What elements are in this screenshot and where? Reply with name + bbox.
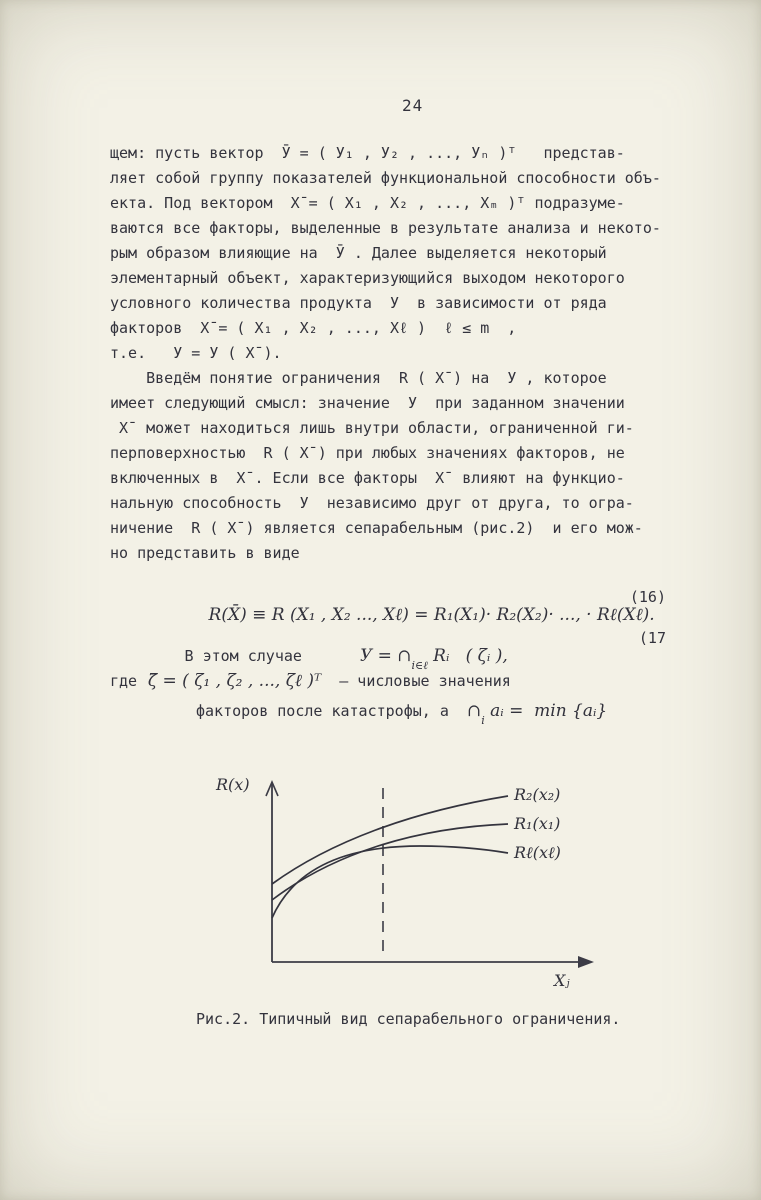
y-axis-label: R(x) [216,775,250,794]
curve-label-R1: R₁(x₁) [514,814,561,833]
curve-label-R2: R₂(x₂) [514,785,561,804]
equation-16-body: R(X̄) ≡ R (X₁ , X₂ ..., Xℓ) = R₁(X₁)· R₂(X₂)· ..., · Rℓ(Xℓ). [208,605,655,625]
body-line: нальную способность У независимо друг от друга, то огра- [110,494,634,512]
body-line: щем: пусть вектор Ӯ = ( У₁ , У₂ , ..., Уₙ )ᵀ представ- [110,144,625,162]
zeta-vector-definition: ζ̄ = ( ζ₁ , ζ₂ , ..., ζℓ )ᵀ [137,671,322,691]
x-axis-label: Xⱼ [554,971,570,990]
body-line: перповерхностью R ( Х̄ ) при любых значениях факторов, не [110,444,625,462]
equation-17-intro: В этом случае [184,647,302,665]
equation-17-rhs: Rᵢ ( ζᵢ ), [427,646,508,666]
body-line: факторов Х̄ = ( Х₁ , Х₂ , ..., Хℓ ) ℓ ≤ m , [110,319,517,337]
body-line: включенных в Х̄ . Если все факторы Х̄ влияют на функцио- [110,469,625,487]
body-line: ничение R ( Х̄ ) является сепарабельным (рис.2) и его мож- [110,519,643,537]
x-axis-arrow-icon [578,956,594,968]
body-line: екта. Под вектором Х̄ = ( Х₁ , Х₂ , ..., Хₘ )ᵀ подразуме- [110,194,625,212]
curve-Rl [272,846,508,918]
where-line-2 [110,696,672,732]
body-line: Х̄ может находиться лишь внутри области, ограниченной ги- [110,419,634,437]
intersection-symbol-2: ∩ [466,701,482,721]
equation-17-lhs: У = [359,646,398,666]
min-definition: aᵢ = min {aᵢ} [484,701,608,721]
body-line: условного количества продукта У в зависимости от ряда [110,294,607,312]
figure-2 [200,766,640,1001]
separable-constraint-plot [200,766,640,1001]
body-line: но представить в виде [110,544,300,562]
page-number: 24 [402,96,424,115]
equation-17-number: (17 [638,629,666,647]
curve-label-Rl: Rℓ(xℓ) [514,843,561,862]
where-line-1 [110,666,672,696]
body-line: ваются все факторы, выделенные в результате анализа и некото- [110,219,661,237]
body-line: т.е. У = У ( Х̄ ). [110,344,282,362]
where-text-2: факторов после катастрофы, а [196,702,467,720]
intersection-subscript-2: i [481,714,485,727]
where-block [110,666,672,732]
body-line: рым образом влияющие на Ӯ . Далее выделяется некоторый [110,244,607,262]
where-label: где [110,672,138,690]
intersection-symbol: ∩ [397,646,412,666]
body-line: элементарный объект, характеризующийся выходом некоторого [110,269,625,287]
body-line: ляет собой группу показателей функциональной способности объ- [110,169,661,187]
intersection-subscript: i∈ℓ [411,659,428,673]
body-line: имеет следующий смысл: значение У при заданном значении [110,394,625,412]
body-line: Введём понятие ограничения R ( Х̄ ) на У , которое [110,369,607,387]
equation-16-number: (16) [629,588,666,606]
body-text [110,141,672,566]
where-text-1: – числовые значения [321,672,511,690]
curve-R2 [272,796,508,884]
figure-caption: Рис.2. Типичный вид сепарабельного ограничения. [196,1010,621,1028]
